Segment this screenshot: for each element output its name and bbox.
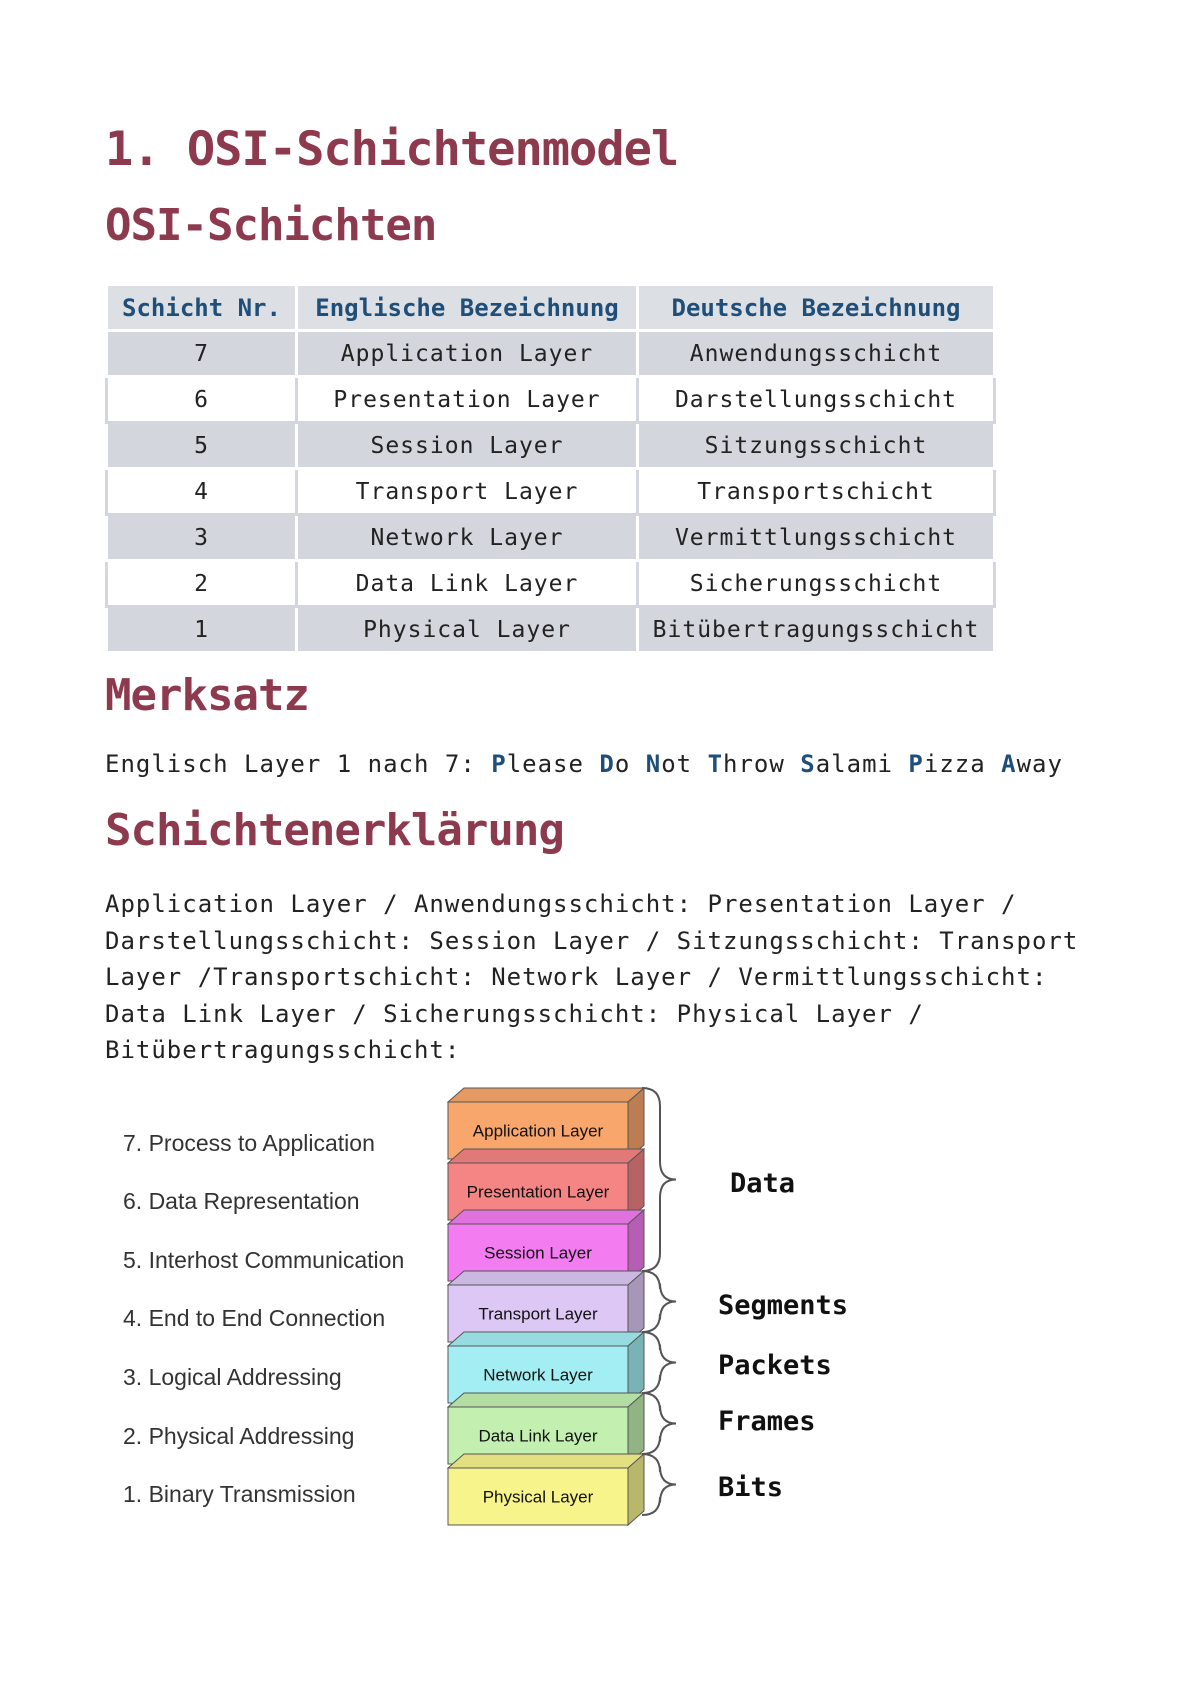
cell-german-name: Vermittlungsschicht	[638, 515, 995, 561]
cell-german-name: Sicherungsschicht	[638, 561, 995, 607]
pdu-label-segments: Segments	[718, 1290, 849, 1321]
section-heading-osi-layers: OSI-Schichten	[105, 200, 437, 251]
curly-brace	[642, 1454, 676, 1515]
cell-layer-number: 7	[107, 331, 297, 377]
page-title: 1. OSI-Schichtenmodel	[105, 122, 679, 177]
layer-box-top	[448, 1271, 644, 1285]
layer-box-top	[448, 1210, 644, 1224]
layer-box-top	[448, 1454, 644, 1468]
table-row	[107, 561, 995, 607]
function-label: 2. Physical Addressing	[123, 1423, 355, 1449]
header-layer-number: Schicht Nr.	[107, 285, 297, 331]
cell-german-name: Transportschicht	[638, 469, 995, 515]
mnemonic-initial: P	[908, 750, 924, 778]
layer-explanation-text: Application Layer / Anwendungsschicht: Presentation Layer / Darstellungsschicht: Session Layer / Sitzungsschicht: Transport Layer /Transportschicht: Network Layer / Vermittlungsschicht: Data Link Layer / Sicherungsschicht: Physical Layer / Bitübertragungsschicht:	[105, 890, 1079, 1064]
cell-german-name: Darstellungsschicht	[638, 377, 995, 423]
function-label: 6. Data Representation	[123, 1188, 360, 1214]
mnemonic-initial: S	[800, 750, 816, 778]
layer-box-label: Application Layer	[472, 1121, 604, 1141]
cell-german-name: Bitübertragungsschicht	[638, 607, 995, 653]
pdu-label-data: Data	[730, 1168, 796, 1199]
curly-brace	[642, 1393, 676, 1454]
cell-layer-number: 2	[107, 561, 297, 607]
layer-box-label: Physical Layer	[482, 1487, 594, 1507]
cell-english-name: Session Layer	[297, 423, 638, 469]
osi-stack-diagram	[0, 1070, 1200, 1540]
mnemonic-word-rest: way	[1016, 750, 1063, 778]
pdu-label-frames: Frames	[718, 1406, 816, 1437]
mnemonic-prefix: Englisch Layer 1 nach 7:	[105, 750, 492, 778]
cell-german-name: Anwendungsschicht	[638, 331, 995, 377]
section-heading-merksatz: Merksatz	[105, 670, 309, 721]
cell-english-name: Application Layer	[297, 331, 638, 377]
layer-stack-graphic	[0, 1070, 1200, 1540]
table-row	[107, 469, 995, 515]
cell-layer-number: 3	[107, 515, 297, 561]
curly-brace	[642, 1088, 676, 1271]
table-header-row	[107, 285, 995, 331]
cell-layer-number: 1	[107, 607, 297, 653]
function-label: 5. Interhost Communication	[123, 1247, 405, 1273]
mnemonic-word-rest: o	[614, 750, 631, 778]
layer-box-top	[448, 1393, 644, 1407]
function-label: 7. Process to Application	[123, 1130, 375, 1156]
mnemonic-initial: N	[645, 750, 662, 778]
cell-german-name: Sitzungsschicht	[638, 423, 995, 469]
cell-english-name: Presentation Layer	[297, 377, 638, 423]
curly-brace	[642, 1271, 676, 1332]
mnemonic-initial: D	[599, 750, 615, 778]
mnemonic-initial: A	[1001, 750, 1017, 778]
mnemonic-word-rest: alami	[815, 750, 893, 778]
table-row	[107, 331, 995, 377]
mnemonic-sentence	[105, 750, 1063, 778]
table-row	[107, 515, 995, 561]
pdu-label-bits: Bits	[718, 1472, 784, 1503]
layer-box-top	[448, 1332, 644, 1346]
layer-box-label: Data Link Layer	[478, 1426, 598, 1446]
function-label: 1. Binary Transmission	[123, 1481, 356, 1507]
curly-brace	[642, 1332, 676, 1393]
cell-english-name: Physical Layer	[297, 607, 638, 653]
pdu-label-packets: Packets	[718, 1350, 832, 1381]
cell-english-name: Network Layer	[297, 515, 638, 561]
cell-english-name: Data Link Layer	[297, 561, 638, 607]
header-english-name: Englische Bezeichnung	[297, 285, 638, 331]
layer-box-label: Network Layer	[483, 1365, 593, 1385]
cell-layer-number: 5	[107, 423, 297, 469]
cell-english-name: Transport Layer	[297, 469, 638, 515]
cell-layer-number: 6	[107, 377, 297, 423]
mnemonic-word-rest: izza	[923, 750, 986, 778]
osi-layer-table	[105, 283, 996, 654]
section-heading-layer-explanation: Schichtenerklärung	[105, 805, 564, 856]
function-label: 3. Logical Addressing	[123, 1364, 342, 1390]
table-row	[107, 377, 995, 423]
table-row	[107, 423, 995, 469]
mnemonic-initial: T	[707, 750, 724, 778]
mnemonic-initial: P	[491, 750, 507, 778]
layer-box-top	[448, 1149, 644, 1163]
layer-box-top	[448, 1088, 644, 1102]
function-label: 4. End to End Connection	[123, 1305, 386, 1331]
mnemonic-word-rest: ot	[661, 750, 693, 778]
layer-box-label: Session Layer	[484, 1243, 592, 1263]
mnemonic-word-rest: lease	[506, 750, 584, 778]
layer-box-label: Transport Layer	[478, 1304, 598, 1324]
mnemonic-word-rest: hrow	[723, 750, 785, 778]
header-german-name: Deutsche Bezeichnung	[638, 285, 995, 331]
table-row	[107, 607, 995, 653]
layer-box-label: Presentation Layer	[466, 1182, 610, 1202]
cell-layer-number: 4	[107, 469, 297, 515]
